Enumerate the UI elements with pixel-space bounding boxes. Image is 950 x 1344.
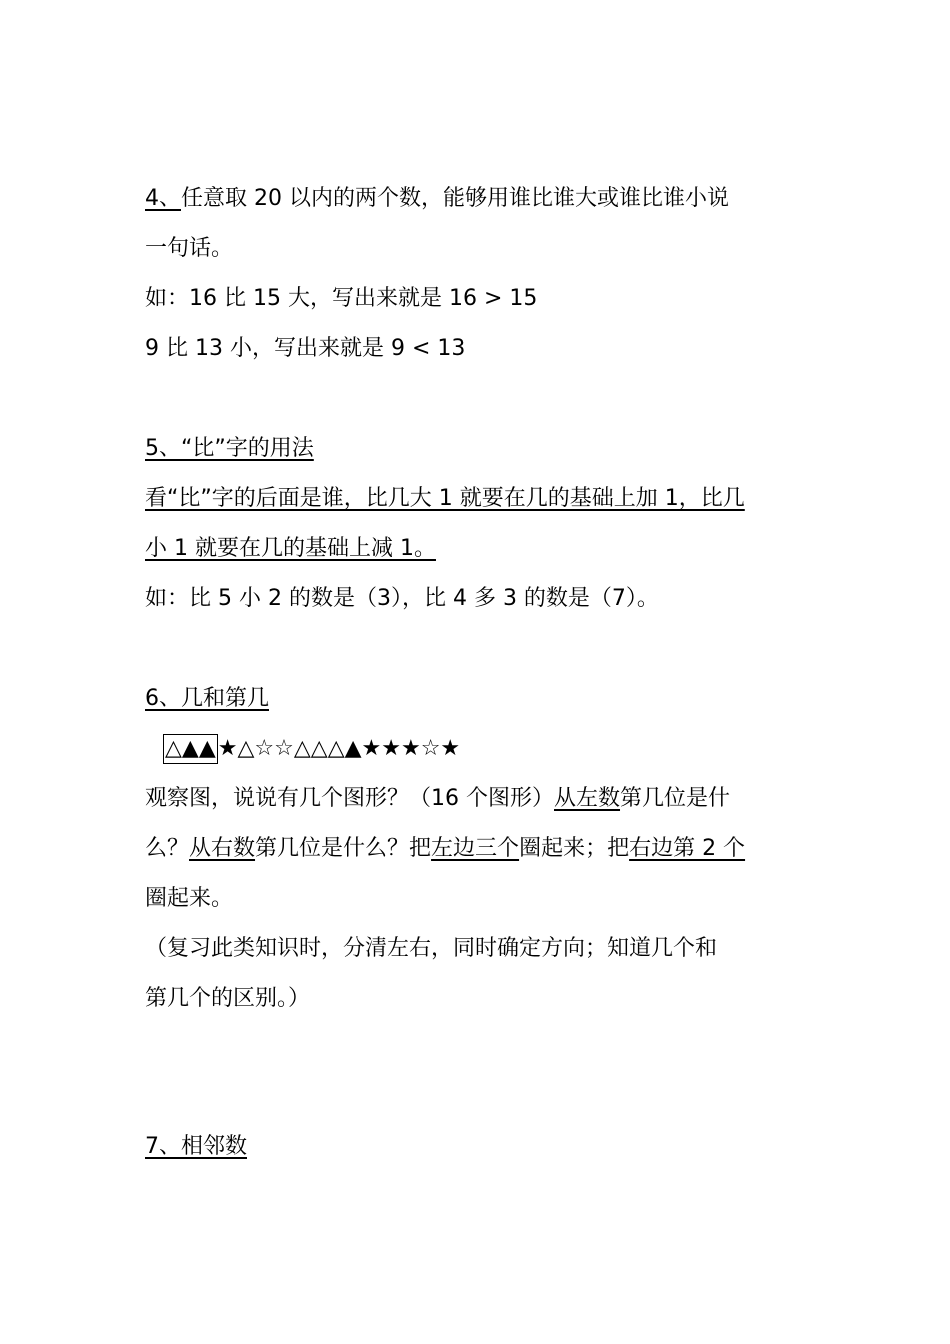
section6-text: 么？ [145,836,190,861]
section6-text: 第几位是什 [620,786,731,811]
section6-note-line1: （复习此类知识时，分清左右，同时确定方向；知道几个和 [145,936,718,961]
section4-line1 [145,184,729,214]
shape-sequence [163,734,460,764]
remaining-shapes: ★△☆☆△△△▲★★★☆★ [217,736,461,761]
section5-example: 如：比 5 小 2 的数是（3），比 4 多 3 的数是（7）。 [145,586,659,611]
section4-line2: 一句话。 [145,236,234,261]
section4-example1: 如：16 比 15 大，写出来就是 16 > 15 [145,286,538,311]
left-three-phrase: 左边三个 [431,836,520,861]
section5-rule-line2: 小 1 就要在几的基础上减 1。 [145,536,436,561]
section6-heading: 6、几和第几 [145,686,269,711]
section6-paragraph-line2 [145,834,745,864]
section6-paragraph-line3: 圈起来。 [145,886,234,911]
boxed-shapes: △▲▲ [163,734,218,764]
section6-text: 圈起来；把 [519,836,630,861]
section6-paragraph-line1 [145,784,730,814]
from-left-phrase: 从左数 [554,786,621,811]
section6-text: 观察图，说说有几个图形？（16 个图形） [145,786,554,811]
from-right-phrase: 从右数 [189,836,256,861]
section6-text: 第几位是什么？把 [255,836,432,861]
section5-heading: 5、“比”字的用法 [145,436,314,461]
section5-rule-line1: 看“比”字的后面是谁，比几大 1 就要在几的基础上加 1，比几 [145,486,745,511]
section4-text-line1: 任意取 20 以内的两个数，能够用谁比谁大或谁比谁小说 [181,186,729,211]
section7-heading: 7、相邻数 [145,1134,247,1159]
section4-example2: 9 比 13 小，写出来就是 9 < 13 [145,336,466,361]
section4-number: 4、 [145,186,181,211]
section6-note-line2: 第几个的区别。） [145,986,311,1011]
right-second-phrase: 右边第 2 个 [629,836,746,861]
